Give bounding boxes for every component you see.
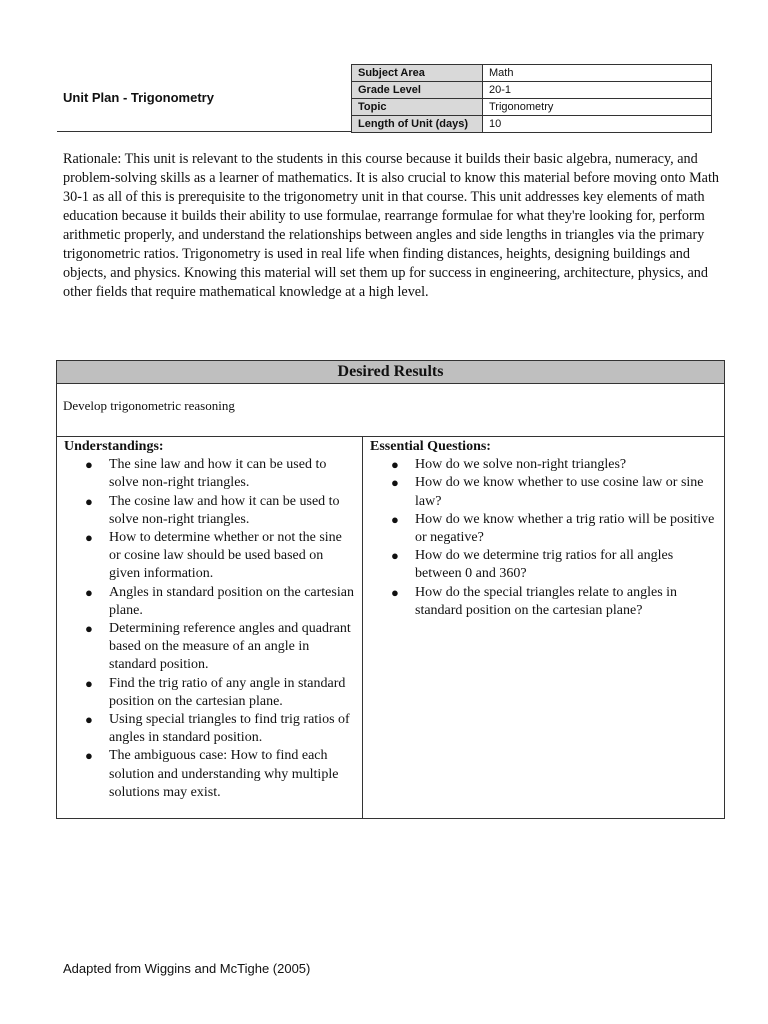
- list-item: [391, 584, 718, 620]
- list-item-text: How do we know whether a trig ratio will be positive or negative?: [415, 511, 715, 546]
- list-item-text: The cosine law and how it can be used to solve non-right triangles.: [109, 493, 340, 527]
- bullet-icon: ●: [85, 712, 93, 728]
- unit-meta-table: [351, 64, 712, 133]
- list-item-text: Angles in standard position on the cartesian plane.: [109, 584, 354, 618]
- table-row: [352, 99, 712, 116]
- list-item-text: The ambiguous case: How to find each solution and understanding why multiple solutions may exist.: [109, 748, 339, 800]
- list-item-text: The sine law and how it can be used to solve non-right triangles.: [109, 457, 327, 491]
- essential-questions-column: [363, 437, 724, 818]
- list-item: [85, 456, 356, 492]
- list-item-text: How do we know whether to use cosine law or sine law?: [415, 475, 704, 509]
- list-item-text: How do we solve non-right triangles?: [415, 457, 627, 473]
- bullet-icon: ●: [391, 511, 399, 527]
- understandings-title: Understandings:: [64, 439, 164, 454]
- bullet-icon: ●: [391, 584, 399, 600]
- bullet-icon: ●: [85, 675, 93, 691]
- list-item: [391, 511, 718, 547]
- essential-questions-title: Essential Questions:: [370, 439, 491, 454]
- list-item: [85, 620, 356, 675]
- list-item: [85, 747, 356, 802]
- list-item: [391, 474, 718, 510]
- meta-value: 10: [483, 116, 712, 133]
- established-goal: Develop trigonometric reasoning: [57, 384, 724, 437]
- page-title: Unit Plan - Trigonometry: [63, 90, 214, 105]
- list-item-text: Using special triangles to find trig ratios of angles in standard position.: [109, 712, 350, 746]
- list-item-text: How do we determine trig ratios for all angles between 0 and 360?: [415, 548, 674, 582]
- meta-value: Trigonometry: [483, 99, 712, 116]
- desired-results-heading: Desired Results: [57, 361, 724, 384]
- list-item: [391, 547, 718, 583]
- understandings-column: [57, 437, 363, 818]
- bullet-icon: ●: [85, 457, 93, 473]
- table-row: [352, 116, 712, 133]
- meta-key: Length of Unit (days): [352, 116, 483, 133]
- meta-key: Subject Area: [352, 65, 483, 82]
- bullet-icon: ●: [391, 475, 399, 491]
- list-item-text: Find the trig ratio of any angle in standard position on the cartesian plane.: [109, 675, 346, 709]
- list-item: [391, 456, 718, 474]
- meta-value: Math: [483, 65, 712, 82]
- list-item-text: How to determine whether or not the sine or cosine law should be used based on given information.: [109, 530, 342, 582]
- bullet-icon: ●: [85, 530, 93, 546]
- understandings-list: [64, 456, 356, 802]
- desired-results-table: [56, 360, 725, 819]
- meta-key: Topic: [352, 99, 483, 116]
- list-item: [85, 493, 356, 529]
- list-item: [85, 584, 356, 620]
- bullet-icon: ●: [391, 548, 399, 564]
- bullet-icon: ●: [85, 748, 93, 764]
- bullet-icon: ●: [391, 457, 399, 473]
- list-item: [85, 675, 356, 711]
- footer-attribution: Adapted from Wiggins and McTighe (2005): [63, 961, 311, 976]
- header-divider: [57, 131, 351, 132]
- list-item-text: How do the special triangles relate to angles in standard position on the cartesian plane?: [415, 584, 678, 618]
- table-row: [352, 65, 712, 82]
- table-row: [352, 82, 712, 99]
- meta-value: 20-1: [483, 82, 712, 99]
- bullet-icon: ●: [85, 493, 93, 509]
- bullet-icon: ●: [85, 584, 93, 600]
- essential-questions-list: [370, 456, 718, 620]
- rationale-paragraph: Rationale: This unit is relevant to the students in this course because it builds their basic algebra, numeracy, and problem-solving skills as a learner of mathematics. It is also crucial to know this material before moving onto Math 30-1 as all of this is prerequisite to the trigonometry unit in that course. This unit addresses key elements of math education because it builds their ability to use formulae, rearrange formulae for what they're looking for, perform arithmetic properly, and understand the relationships between angles and side lengths in triangles via the primary trigonometric ratios. Trigonometry is used in real life when finding distances, heights, designing buildings and objects, and physics. Knowing this material will set them up for success in engineering, architecture, physics, and other fields that require mathematical knowledge at a high level.: [63, 151, 720, 300]
- list-item-text: Determining reference angles and quadrant based on the measure of an angle in standard position.: [109, 621, 351, 673]
- list-item: [85, 711, 356, 747]
- meta-key: Grade Level: [352, 82, 483, 99]
- bullet-icon: ●: [85, 621, 93, 637]
- list-item: [85, 529, 356, 584]
